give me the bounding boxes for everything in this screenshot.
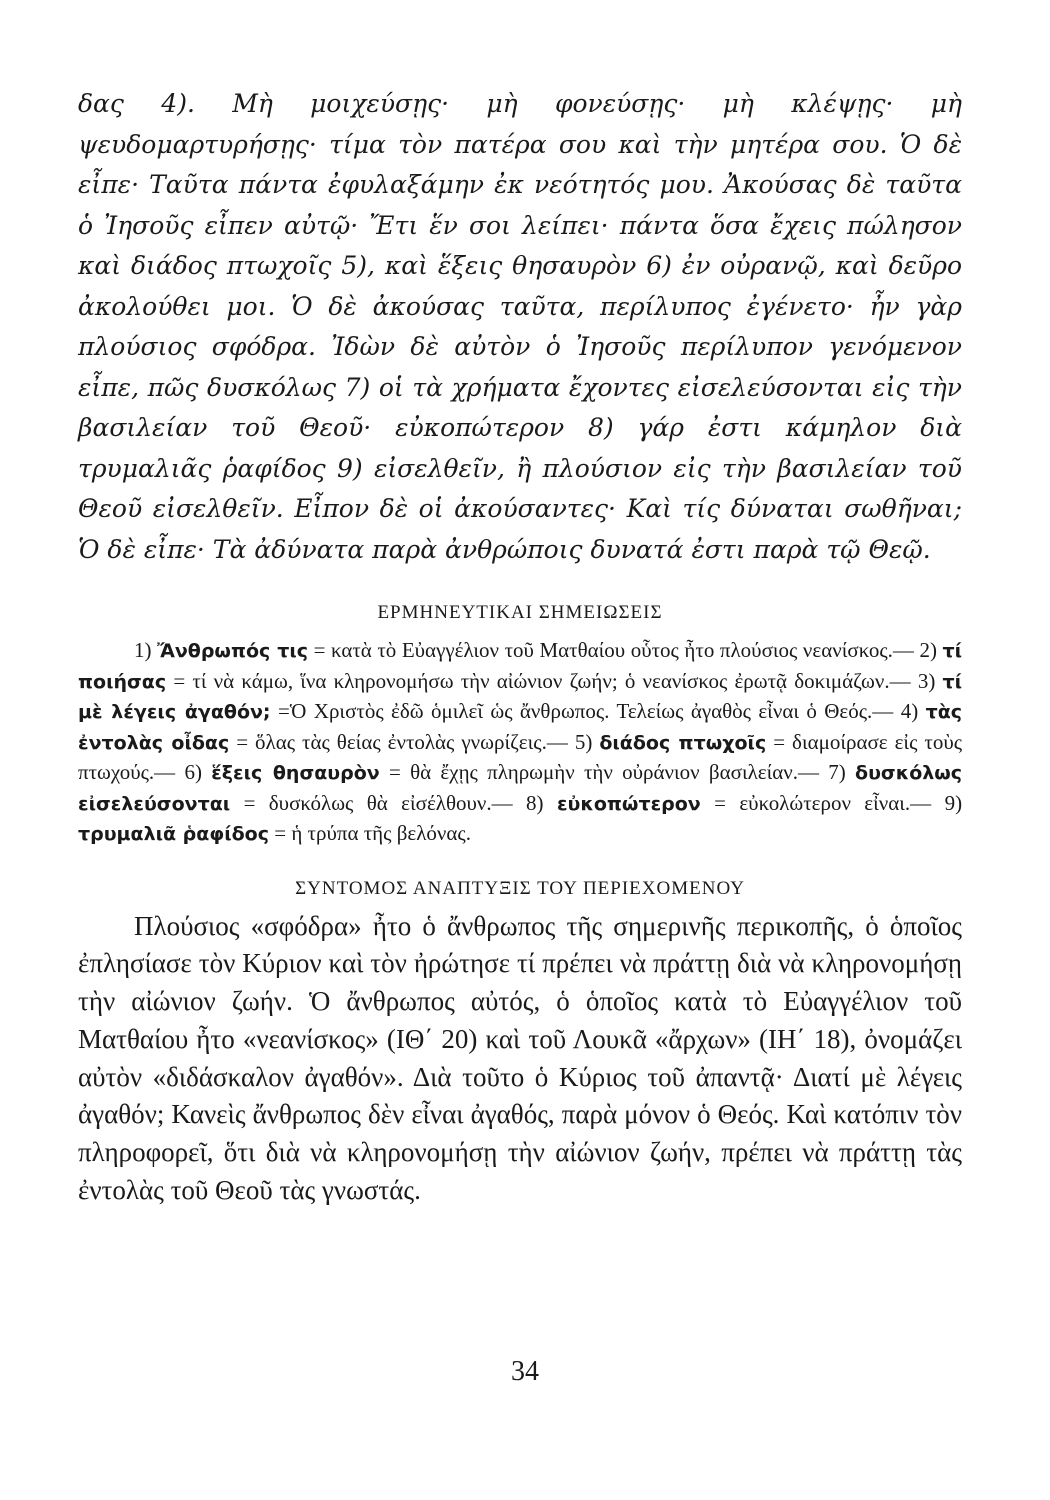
note-4-term: τὰς ἐντολὰς οἶδας [78, 701, 963, 754]
note-5-num: 5) [574, 729, 593, 754]
gospel-text: δας 4). Μὴ μοιχεύσῃς· μὴ φονεύσῃς· μὴ κλέψῃς· μὴ ψευδομαρτυρήσῃς· τίμα τὸν πατέρα σου καὶ τὴν μητέρα σου. Ὁ δὲ εἶπε· Ταῦτα πάντα ἐφυλαξάμην ἐκ νεότητός μου. Ἀκούσας δὲ ταῦτα ὁ Ἰησοῦς εἶπεν αὐτῷ· Ἔτι ἕν σοι λείπει· πάντα ὅσα ἔχεις πώλησον καὶ διάδος πτωχοῖς 5), καὶ ἕξεις θησαυρὸν 6) ἐν οὐρανῷ, καὶ δεῦρο ἀκολούθει μοι. Ὁ δὲ ἀκούσας ταῦτα, περίλυπος ἐγένετο· ἦν γὰρ πλούσιος σφόδρα. Ἰδὼν δὲ αὐτὸν ὁ Ἰησοῦς περίλυπον γενόμενον εἶπε, πῶς δυσκόλως 7) οἱ τὰ χρήματα ἔχοντες εἰσελεύσονται εἰς τὴν βασιλείαν τοῦ Θεοῦ· εὐκοπώτερον 8) γάρ ἐστι κάμηλον διὰ τρυμαλιᾶς ῥαφίδος 9) εἰσελθεῖν, ἢ πλούσιον εἰς τὴν βασιλείαν τοῦ Θεοῦ εἰσελθεῖν. Εἶπον δὲ οἱ ἀκούσαντες· Καὶ τίς δύναται σωθῆναι; Ὁ δὲ εἶπε· Τὰ ἀδύνατα παρὰ ἀνθρώποις δυνατά ἐστι παρὰ τῷ Θεῷ. [78, 89, 962, 564]
note-2-term: τί ποιήσας [78, 640, 963, 693]
explanatory-notes [78, 636, 962, 850]
note-1-text: = κατὰ τὸ Εὐαγγέλιον τοῦ Ματθαίου οὗτος ἦτο πλούσιος νεανίσκος.— [313, 638, 914, 662]
note-2-num: 2) [919, 638, 937, 662]
note-2-text: = τί νὰ κάμω, ἵνα κληρονομήσω τὴν αἰώνιον ζωήν; ὁ νεανίσκος ἐρωτᾷ δοκιμάζων.— [173, 668, 911, 693]
summary-heading: ΣΥΝΤΟΜΟΣ ΑΝΑΠΤΥΞΙΣ ΤΟΥ ΠΕΡΙΕΧΟΜΕΝΟΥ [295, 877, 745, 899]
note-8-term: εὐκοπώτερον [556, 792, 701, 815]
note-4-text: = ὅλας τὰς θείας ἐντολὰς γνωρίζεις.— [236, 729, 568, 754]
note-6-text: = θὰ ἔχῃς πληρωμὴν τὴν οὐράνιον βασιλείαν.— [389, 760, 819, 784]
note-7-num: 7) [828, 760, 846, 784]
note-9-term: τρυμαλιᾶ ῥαφίδος [78, 823, 269, 845]
note-3-term: τί μὲ λέγεις ἀγαθόν; [78, 670, 963, 723]
note-5-text: = διαμοίρασε εἰς τοὺς πτωχούς.— [78, 729, 963, 784]
note-1-num: 1) [134, 638, 152, 662]
note-9-text: = ἡ τρύπα τῆς βελόνας. [274, 821, 471, 845]
note-7-text: = δυσκόλως θὰ εἰσέλθουν.— [243, 790, 513, 815]
page-number: 34 [511, 1356, 539, 1387]
note-7-term: δυσκόλως εἰσελεύσονται [78, 762, 963, 815]
note-6-term: ἕξεις θησαυρὸν [211, 762, 380, 784]
note-8-num: 8) [526, 790, 544, 815]
summary-text: Πλούσιος «σφόδρα» ἦτο ὁ ἄνθρωπος τῆς σημερινῆς περικοπῆς, ὁ ὁποῖος ἐπλησίασε τὸν Κύριον καὶ τὸν ἠρώτησε τί πρέπει νὰ πράττῃ διὰ νὰ κληρονομήσῃ τὴν αἰώνιον ζωήν. Ὁ ἄνθρωπος αὐτός, ὁ ὁποῖος κατὰ τὸ Εὐαγγέλιον τοῦ Ματθαίου ἦτο «νεανίσκος» (ΙΘ΄ 20) καὶ τοῦ Λουκᾶ «ἄρχων» (ΙΗ΄ 18), ὀνομάζει αὐτὸν «διδάσκαλον ἀγαθόν». Διὰ τοῦτο ὁ Κύριος τοῦ ἀπαντᾷ· Διατί μὲ λέγεις ἀγαθόν; Κανεὶς ἄνθρωπος δὲν εἶναι ἀγαθός, παρὰ μόνον ὁ Θεός. Καὶ κατόπιν τὸν πληροφορεῖ, ὅτι διὰ νὰ κληρονομήσῃ τὴν αἰώνιον ζωήν, πρέπει νὰ πράττῃ τὰς ἐντολὰς τοῦ Θεοῦ τὰς γνωστάς. [78, 910, 962, 1206]
note-3-text: =Ὁ Χριστὸς ἐδῶ ὁμιλεῖ ὡς ἄνθρωπος. Τελείως ἀγαθὸς εἶναι ὁ Θεός.— [277, 699, 894, 723]
notes-heading: ΕΡΜΗΝΕΥΤΙΚΑΙ ΣΗΜΕΙΩΣΕΙΣ [377, 602, 663, 623]
note-6-num: 6) [184, 760, 202, 784]
note-9-num: 9) [944, 790, 963, 815]
note-3-num: 3) [917, 668, 936, 693]
note-4-num: 4) [900, 699, 919, 723]
summary-paragraph [78, 908, 962, 1210]
note-5-term: διάδος πτωχοῖς [599, 731, 767, 754]
note-1-term: Ἄνθρωπός τις [157, 640, 308, 662]
note-8-text: = εὐκολώτερον εἶναι.— [714, 790, 932, 815]
